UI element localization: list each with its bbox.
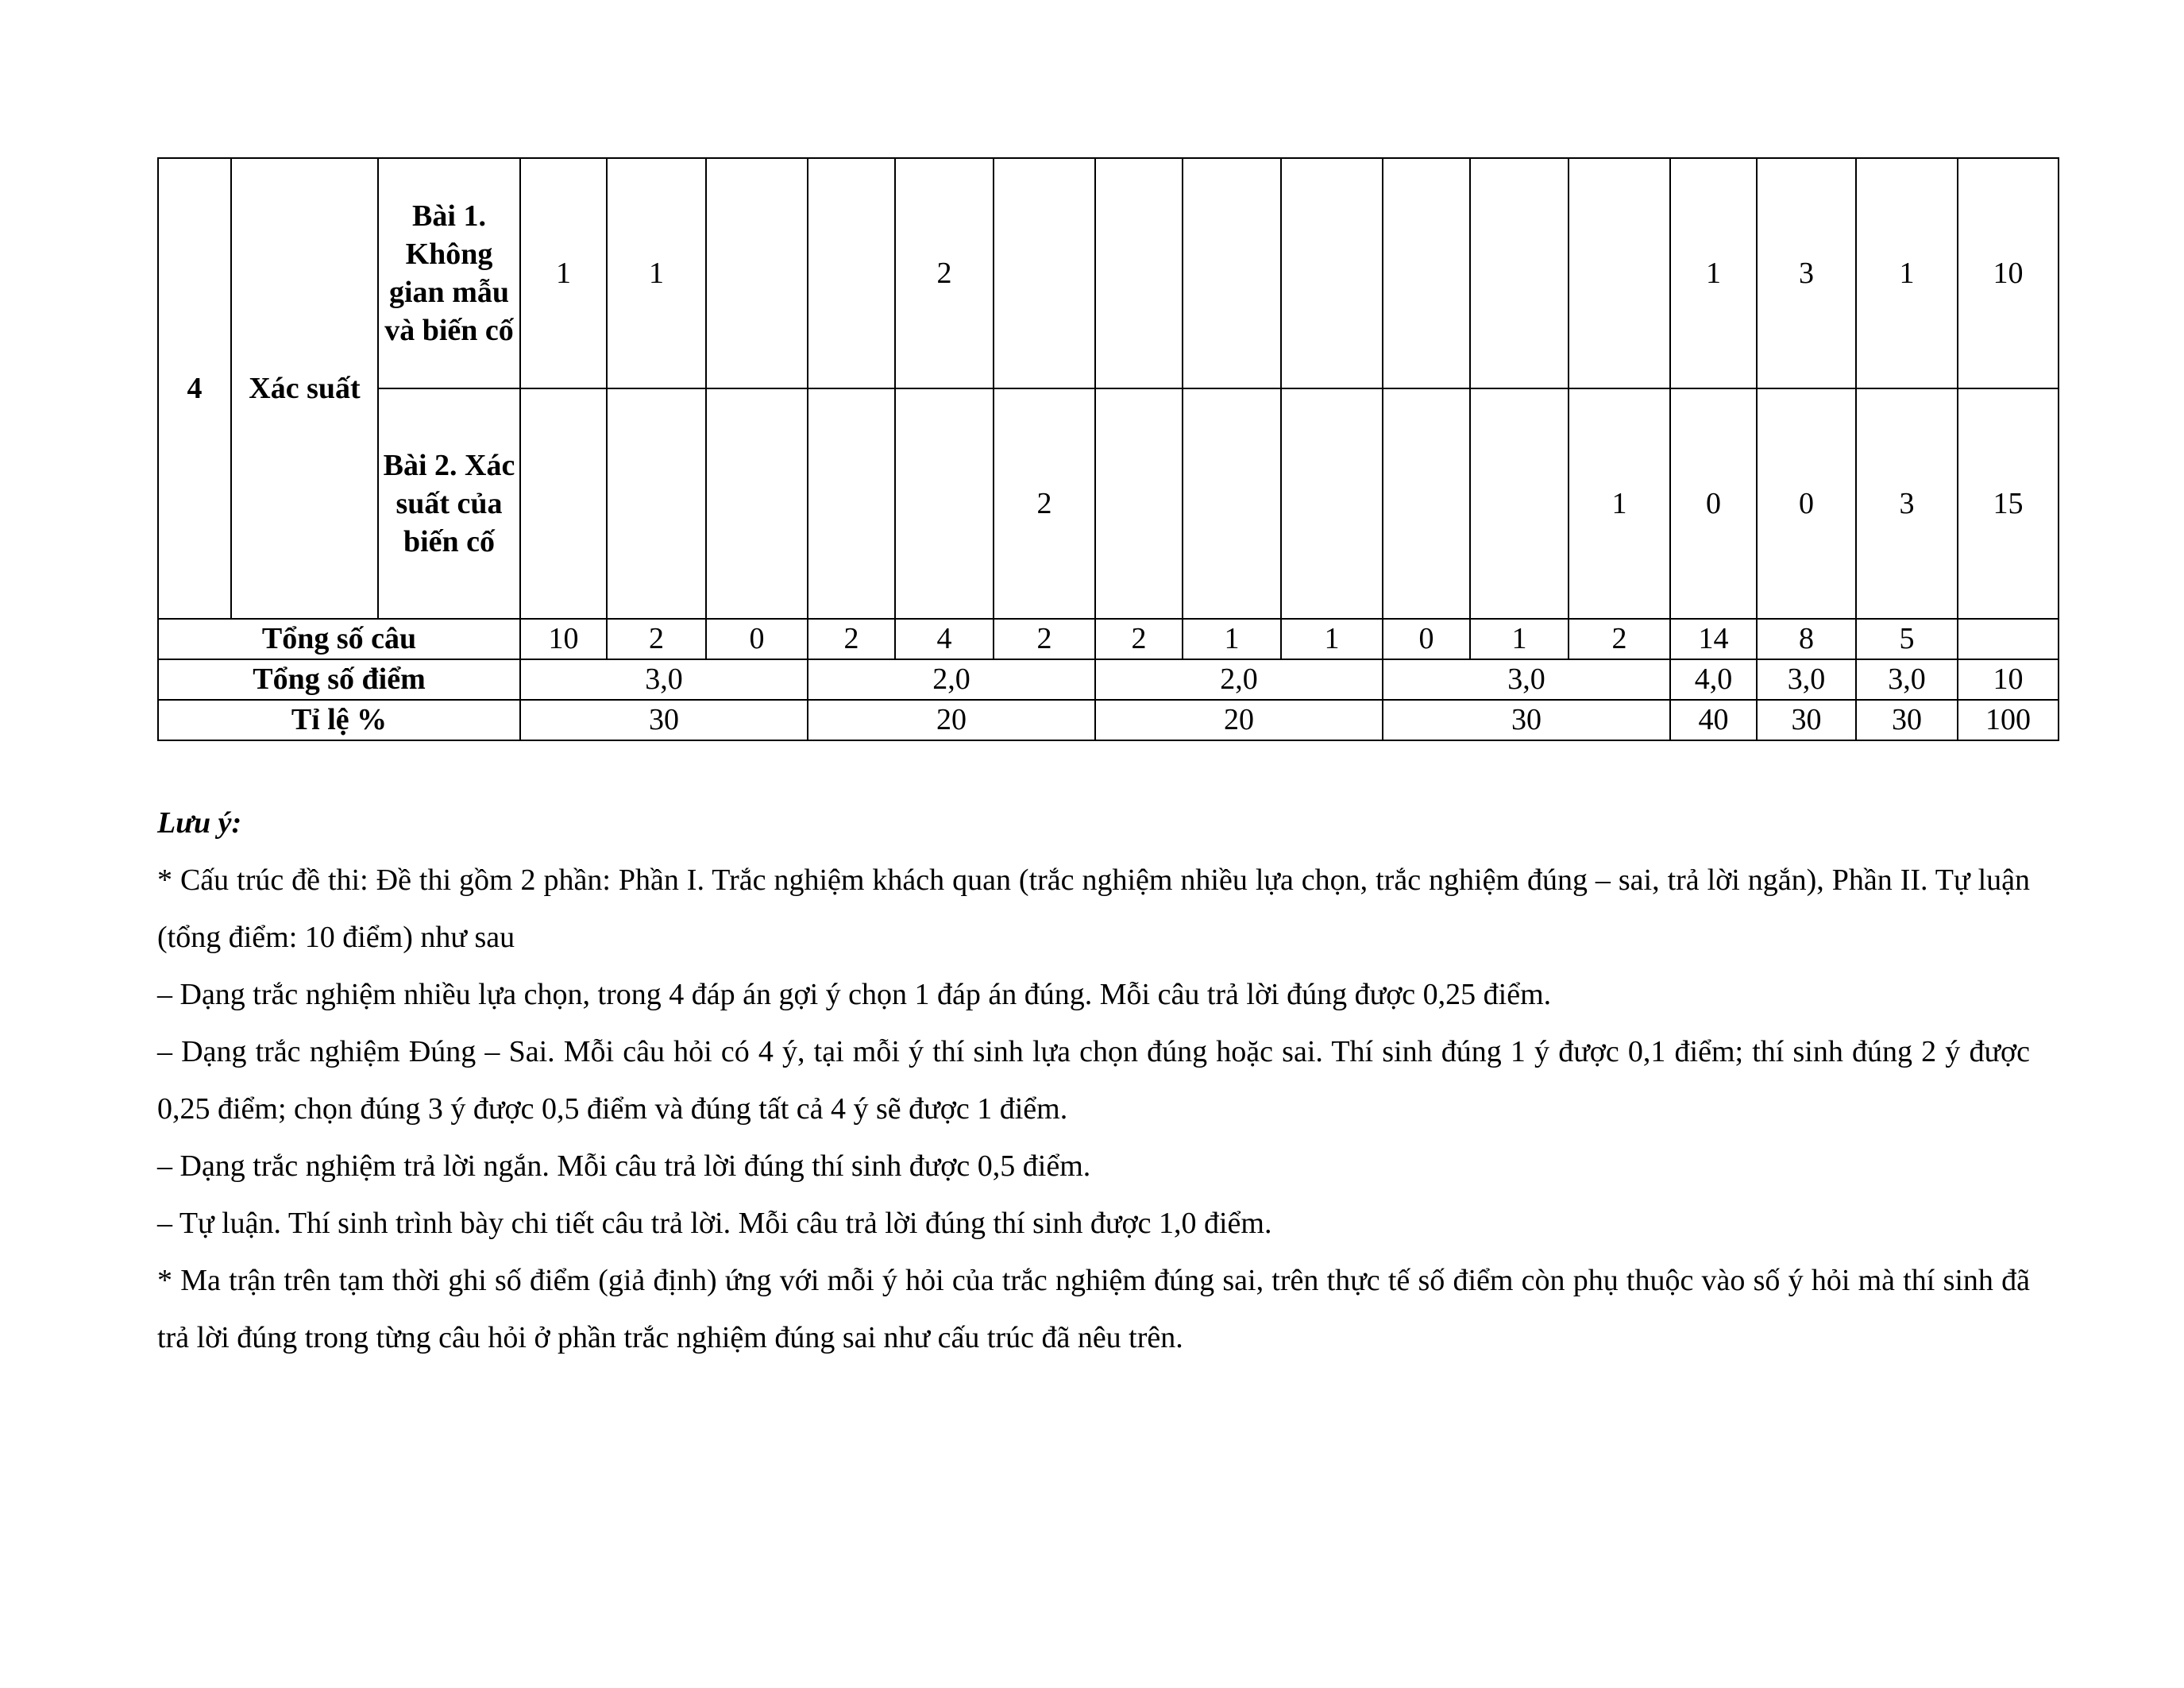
notes-paragraph: * Ma trận trên tạm thời ghi số điểm (giả định) ứng với mỗi ý hỏi của trắc nghiệm đúng sai, trên thực tế số điểm còn phụ thuộc vào số ý hỏi mà thí sinh đã trả lời đúng trong từng câu hỏi ở phần trắc nghiệm đúng sai như cấu trúc đã nêu trên. <box>157 1264 2030 1354</box>
table-cell <box>520 388 607 619</box>
table-cell: 5 <box>1856 619 1958 659</box>
table-cell <box>1470 158 1569 388</box>
table-cell: 3,0 <box>1757 659 1856 700</box>
table-cell: 20 <box>808 700 1095 740</box>
table-cell: 40 <box>1670 700 1757 740</box>
table-cell <box>607 388 706 619</box>
table-cell <box>1958 619 2059 659</box>
table-cell: 0 <box>1670 388 1757 619</box>
table-cell: 4,0 <box>1670 659 1757 700</box>
notes-paragraph: – Dạng trắc nghiệm nhiều lựa chọn, trong 4 đáp án gợi ý chọn 1 đáp án đúng. Mỗi câu trả lời đúng được 0,25 điểm. <box>157 978 1552 1011</box>
notes-paragraph: * Cấu trúc đề thi: Đề thi gồm 2 phần: Phần I. Trắc nghiệm khách quan (trắc nghiệm nhiều lựa chọn, trắc nghiệm đúng – sai, trả lời ngắn), Phần II. Tự luận (tổng điểm: 10 điểm) như sau <box>157 863 2030 954</box>
table-cell: 3,0 <box>1383 659 1670 700</box>
table-cell <box>706 388 808 619</box>
table-cell: 1 <box>1856 158 1958 388</box>
table-cell <box>808 158 895 388</box>
notes-section <box>157 794 2030 1366</box>
table-cell <box>1183 388 1281 619</box>
table-cell: 1 <box>520 158 607 388</box>
table-cell: 100 <box>1958 700 2059 740</box>
table-cell: 1 <box>1470 619 1569 659</box>
table-cell: 1 <box>607 158 706 388</box>
table-cell <box>1095 158 1183 388</box>
table-cell: 30 <box>1856 700 1958 740</box>
table-cell: 3 <box>1757 158 1856 388</box>
lesson-name: Bài 1. Không gian mẫu và biến cố <box>378 158 520 388</box>
table-cell: 20 <box>1095 700 1383 740</box>
table-cell <box>808 388 895 619</box>
table-cell: 2,0 <box>1095 659 1383 700</box>
table-cell: 3,0 <box>1856 659 1958 700</box>
table-cell: 2 <box>994 388 1095 619</box>
total-points-label: Tổng số điểm <box>158 659 520 700</box>
table-cell: 2 <box>1569 619 1670 659</box>
table-cell: 4 <box>895 619 994 659</box>
exam-matrix-table <box>157 157 2059 741</box>
lesson-row-1 <box>158 158 2059 388</box>
table-cell: 30 <box>1757 700 1856 740</box>
table-cell: 14 <box>1670 619 1757 659</box>
table-cell: 3 <box>1856 388 1958 619</box>
total-questions-row <box>158 619 2059 659</box>
table-cell: 10 <box>1958 158 2059 388</box>
table-cell <box>1183 158 1281 388</box>
total-points-row <box>158 659 2059 700</box>
table-cell <box>1281 158 1383 388</box>
table-cell: 2 <box>607 619 706 659</box>
notes-paragraph: – Tự luận. Thí sinh trình bày chi tiết câu trả lời. Mỗi câu trả lời đúng thí sinh được 1,0 điểm. <box>157 1207 1272 1240</box>
table-cell: 2 <box>808 619 895 659</box>
table-cell: 0 <box>706 619 808 659</box>
table-cell: 10 <box>520 619 607 659</box>
notes-paragraph: – Dạng trắc nghiệm trả lời ngắn. Mỗi câu trả lời đúng thí sinh được 0,5 điểm. <box>157 1149 1091 1183</box>
table-cell: 2 <box>1095 619 1183 659</box>
lesson-row-2 <box>158 388 2059 619</box>
table-cell: 1 <box>1569 388 1670 619</box>
table-cell <box>706 158 808 388</box>
percent-row <box>158 700 2059 740</box>
table-cell <box>1569 158 1670 388</box>
table-cell: 0 <box>1757 388 1856 619</box>
table-cell: 3,0 <box>520 659 808 700</box>
table-cell: 30 <box>1383 700 1670 740</box>
notes-paragraph: – Dạng trắc nghiệm Đúng – Sai. Mỗi câu hỏi có 4 ý, tại mỗi ý thí sinh lựa chọn đúng hoặc sai. Thí sinh đúng 1 ý được 0,1 điểm; thí sinh đúng 2 ý được 0,25 điểm; chọn đúng 3 ý được 0,5 điểm và đúng tất cả 4 ý sẽ được 1 điểm. <box>157 1035 2030 1126</box>
table-cell: 1 <box>1183 619 1281 659</box>
table-cell <box>1383 388 1470 619</box>
table-cell: 8 <box>1757 619 1856 659</box>
table-cell <box>1095 388 1183 619</box>
table-cell: 0 <box>1383 619 1470 659</box>
total-questions-label: Tổng số câu <box>158 619 520 659</box>
table-cell <box>1281 388 1383 619</box>
table-cell: 2,0 <box>808 659 1095 700</box>
notes-title: Lưu ý: <box>157 806 242 840</box>
table-cell: 2 <box>994 619 1095 659</box>
table-cell <box>994 158 1095 388</box>
table-cell <box>895 388 994 619</box>
table-cell <box>1383 158 1470 388</box>
table-cell <box>1470 388 1569 619</box>
table-cell: 15 <box>1958 388 2059 619</box>
table-cell: 2 <box>895 158 994 388</box>
table-cell: 10 <box>1958 659 2059 700</box>
table-cell: 30 <box>520 700 808 740</box>
topic-number: 4 <box>158 158 231 619</box>
percent-label: Tỉ lệ % <box>158 700 520 740</box>
table-cell: 1 <box>1670 158 1757 388</box>
lesson-name: Bài 2. Xác suất của biến cố <box>378 388 520 619</box>
topic-name: Xác suất <box>231 158 378 619</box>
table-cell: 1 <box>1281 619 1383 659</box>
